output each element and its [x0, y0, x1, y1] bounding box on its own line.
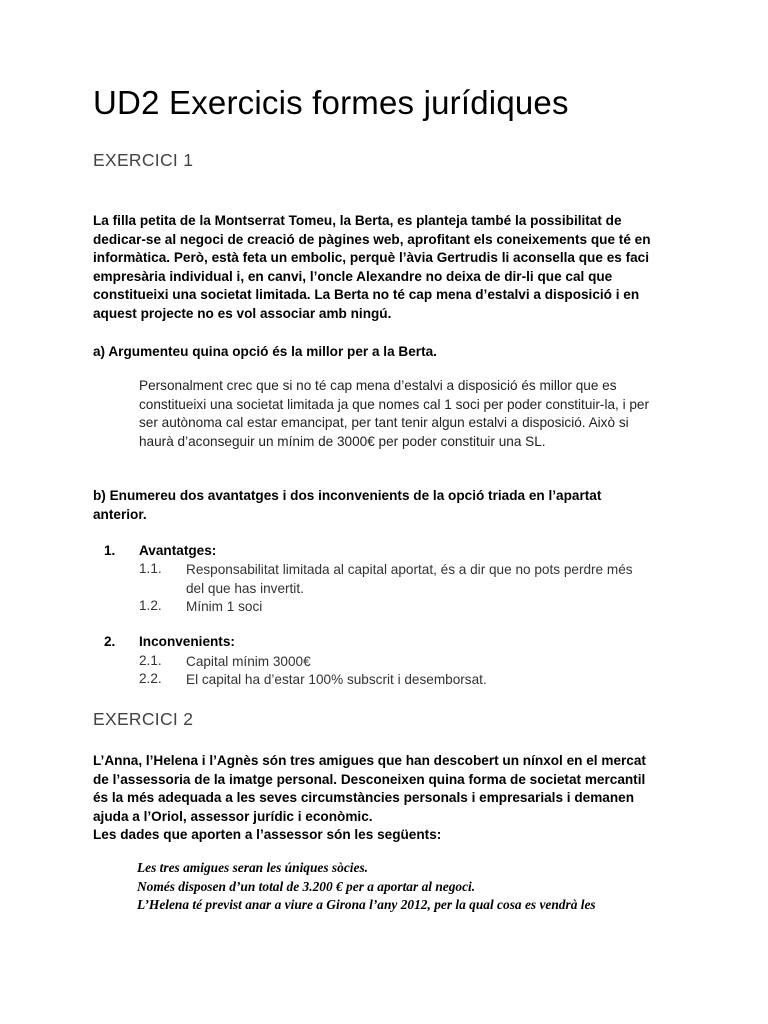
statement-line: aquest projecte no es vol associar amb ningú. [93, 305, 392, 321]
sub-item-line: Capital mínim 3000€ [186, 654, 311, 669]
document-title: UD2 Exercicis formes jurídiques [93, 84, 569, 121]
question-b-line: b) Enumereu dos avantatges i dos inconvenients de la opció triada en l’apartat [93, 488, 602, 503]
exercise-1-statement [93, 212, 693, 324]
question-b [93, 487, 693, 524]
sub-item-line: El capital ha d’estar 100% subscrit i desemborsat. [186, 672, 487, 687]
sub-item-text [186, 598, 262, 617]
list-number: 1. [104, 543, 116, 558]
statement-line: dedicar-se al negoci de creació de pàgines web, aprofitant els coneixements que té en [93, 231, 651, 247]
answer-line: haurà d’aconseguir un mínim de 3000€ per poder constituir una SL. [139, 433, 546, 449]
answer-line: Personalment crec que si no té cap mena d’estalvi a disposició és millor que es [139, 378, 617, 393]
sub-item-number: 2.2. [139, 671, 162, 686]
answer-a [139, 377, 699, 451]
answer-line: constitueixi una societat limitada ja que nomes cal 1 soci per poder constituir-la, i per [139, 396, 650, 412]
exercise-2-data-quote [137, 859, 697, 915]
sub-item-line: Responsabilitat limitada al capital aportat, és a dir que no pots perdre més [186, 562, 633, 577]
list-number: 2. [104, 634, 116, 649]
statement-line: Les dades que aporten a l’assessor són les següents: [93, 827, 442, 843]
quote-line: Les tres amigues seran les úniques sòcies. [137, 860, 369, 875]
quote-line: Només disposen d’un total de 3.200 € per a aportar al negoci. [137, 878, 476, 894]
sub-item-line: del que has invertit. [186, 580, 304, 596]
sub-item-line: Mínim 1 soci [186, 599, 263, 614]
sub-item-text [186, 561, 633, 598]
statement-line: La filla petita de la Montserrat Tomeu, la Berta, es planteja també la possibilitat de [93, 213, 622, 228]
sub-item-number: 2.1. [139, 653, 162, 668]
list-title: Avantatges: [139, 543, 217, 558]
sub-item-number: 1.2. [139, 598, 162, 613]
exercise-1-heading: EXERCICI 1 [93, 150, 194, 170]
exercise-2-statement [93, 752, 693, 845]
statement-line: és la més adequada a les seves circumstàncies personals i empresarials i demanen [93, 790, 635, 806]
statement-line: de l’assessoria de la imatge personal. Desconeixen quina forma de societat mercantil [93, 771, 646, 787]
sub-item-text [186, 653, 311, 672]
sub-item-text [186, 671, 487, 690]
answer-line: ser autònoma cal estar emancipat, per tant tenir algun estalvi a disposició. Això si [139, 415, 629, 431]
statement-line: constitueixi una societat limitada. La Berta no té cap mena d’estalvi a disposició i en [93, 287, 640, 303]
question-a-text: a) Argumenteu quina opció és la millor per a la Berta. [93, 344, 437, 359]
sub-item-number: 1.1. [139, 561, 162, 576]
question-a [93, 343, 693, 362]
statement-line: empresària individual i, en canvi, l’oncle Alexandre no deixa de dir-li que cal que [93, 268, 613, 284]
list-title: Inconvenients: [139, 634, 235, 649]
statement-line: informàtica. Però, està feta un embolic, perquè l’àvia Gertrudis li aconsella que es faci [93, 250, 650, 266]
quote-line: L’Helena té previst anar a viure a Girona l’any 2012, per la qual cosa es vendrà les [137, 897, 596, 913]
statement-line: L’Anna, l’Helena i l’Agnès són tres amigues que han descobert un nínxol en el mercat [93, 753, 646, 768]
statement-line: ajuda a l’Oriol, assessor jurídic i econòmic. [93, 808, 373, 824]
exercise-2-heading: EXERCICI 2 [93, 709, 194, 729]
question-b-line: anterior. [93, 506, 147, 522]
